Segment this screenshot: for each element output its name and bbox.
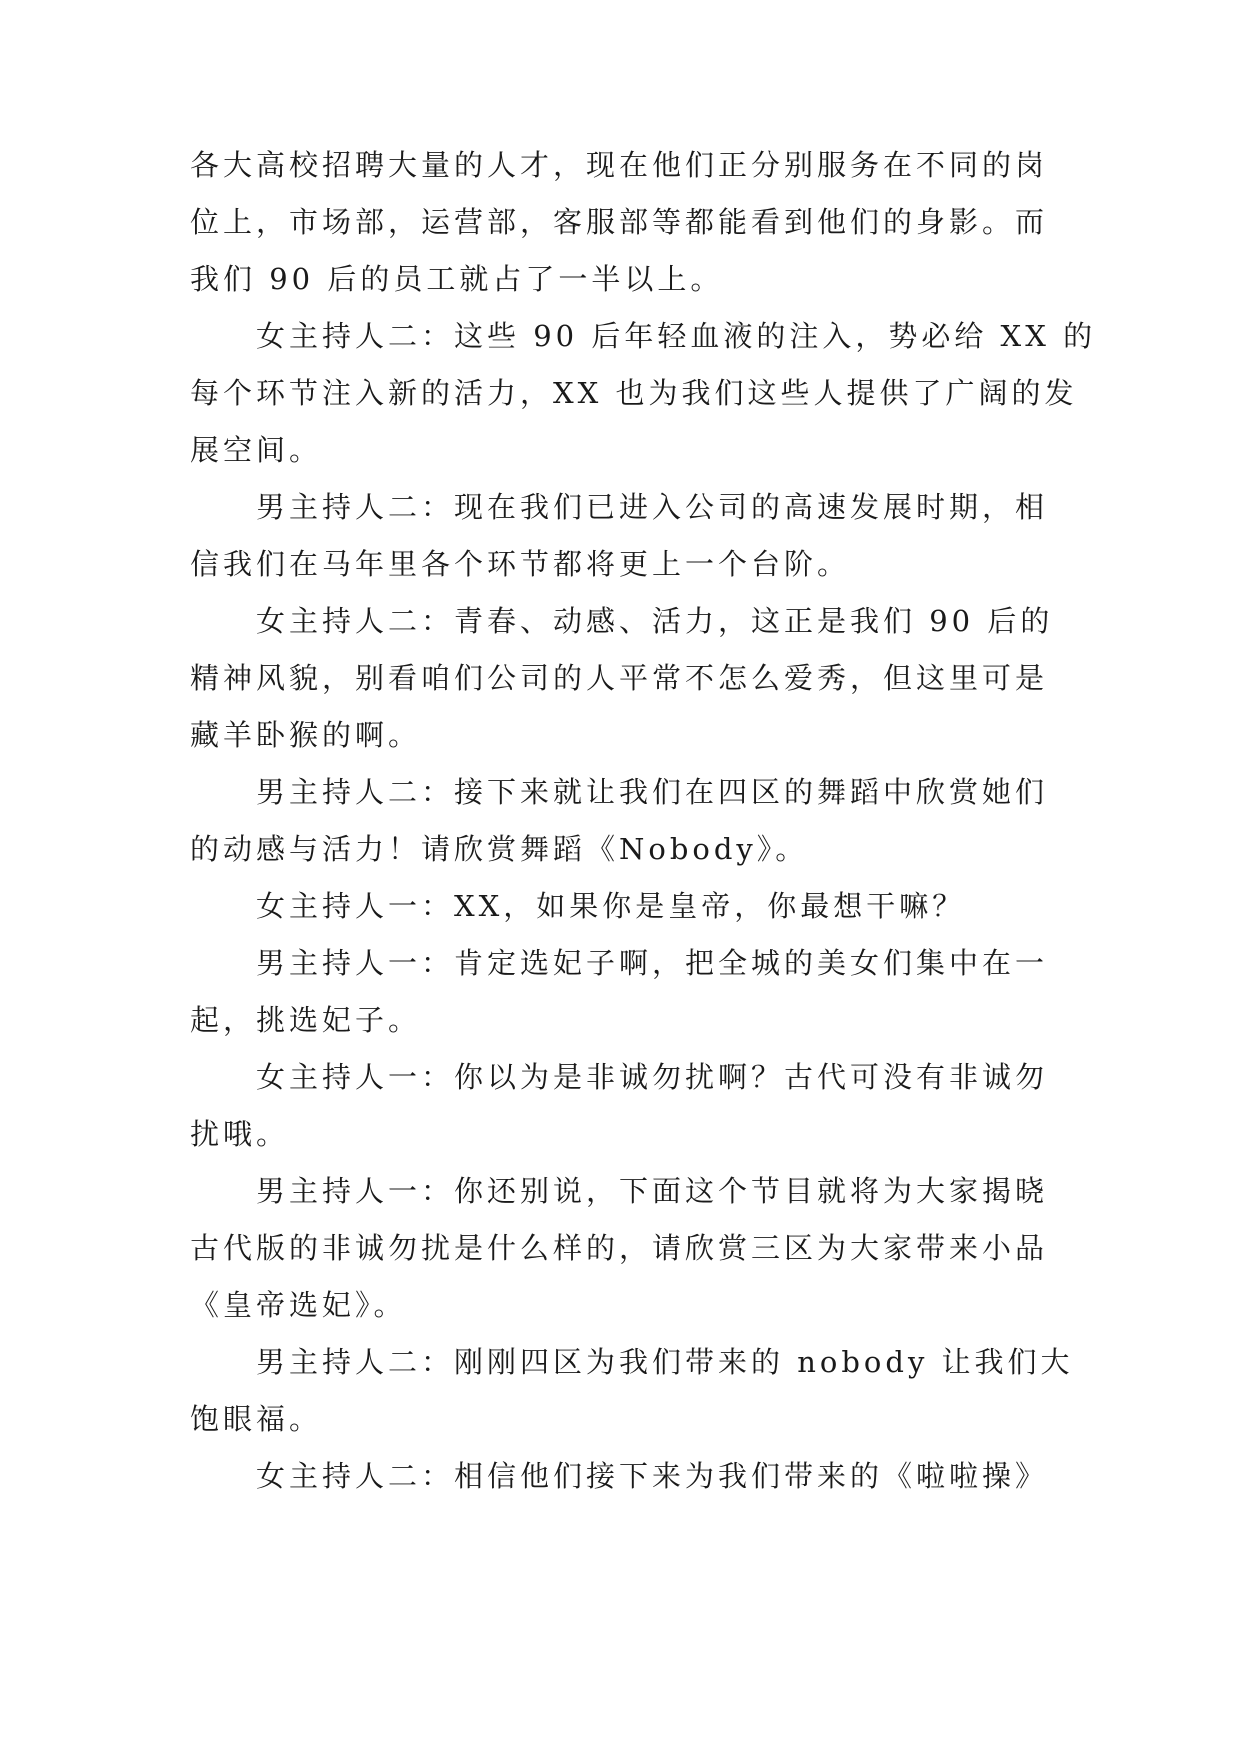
text-line: 男主持人一：肯定选妃子啊，把全城的美女们集中在一	[256, 946, 1049, 980]
text-line: 女主持人二：相信他们接下来为我们带来的《啦啦操》	[256, 1459, 1049, 1493]
text-line: 《皇帝选妃》。	[190, 1288, 407, 1322]
text-line: 位上，市场部，运营部，客服部等都能看到他们的身影。而	[190, 205, 1049, 239]
text-line: 男主持人二：刚刚四区为我们带来的 nobody 让我们大	[256, 1345, 1074, 1379]
text-line: 起，挑选妃子。	[190, 1003, 422, 1037]
text-line: 古代版的非诚勿扰是什么样的，请欣赏三区为大家带来小品	[190, 1231, 1049, 1265]
text-line: 各大高校招聘大量的人才，现在他们正分别服务在不同的岗	[190, 148, 1049, 182]
text-line: 藏羊卧猴的啊。	[190, 718, 422, 752]
text-line: 饱眼福。	[190, 1402, 323, 1436]
text-line: 每个环节注入新的活力，XX 也为我们这些人提供了广阔的发	[190, 376, 1078, 410]
text-line: 扰哦。	[190, 1117, 290, 1151]
text-line: 男主持人一：你还别说，下面这个节目就将为大家揭晓	[256, 1174, 1049, 1208]
text-line: 女主持人二：这些 90 后年轻血液的注入，势必给 XX 的	[256, 319, 1097, 353]
text-line: 男主持人二：接下来就让我们在四区的舞蹈中欣赏她们	[256, 775, 1049, 809]
text-line: 精神风貌，别看咱们公司的人平常不怎么爱秀，但这里可是	[190, 661, 1049, 695]
text-line: 女主持人一：XX，如果你是皇帝，你最想干嘛？	[256, 889, 966, 923]
text-line: 男主持人二：现在我们已进入公司的高速发展时期，相	[256, 490, 1049, 524]
text-line: 信我们在马年里各个环节都将更上一个台阶。	[190, 547, 851, 581]
text-line: 展空间。	[190, 433, 323, 467]
text-line: 女主持人二：青春、动感、活力，这正是我们 90 后的	[256, 604, 1054, 638]
text-line: 的动感与活力！请欣赏舞蹈《Nobody》。	[190, 832, 809, 866]
text-line: 女主持人一：你以为是非诚勿扰啊？古代可没有非诚勿	[256, 1060, 1049, 1094]
text-line: 我们 90 后的员工就占了一半以上。	[190, 262, 724, 296]
